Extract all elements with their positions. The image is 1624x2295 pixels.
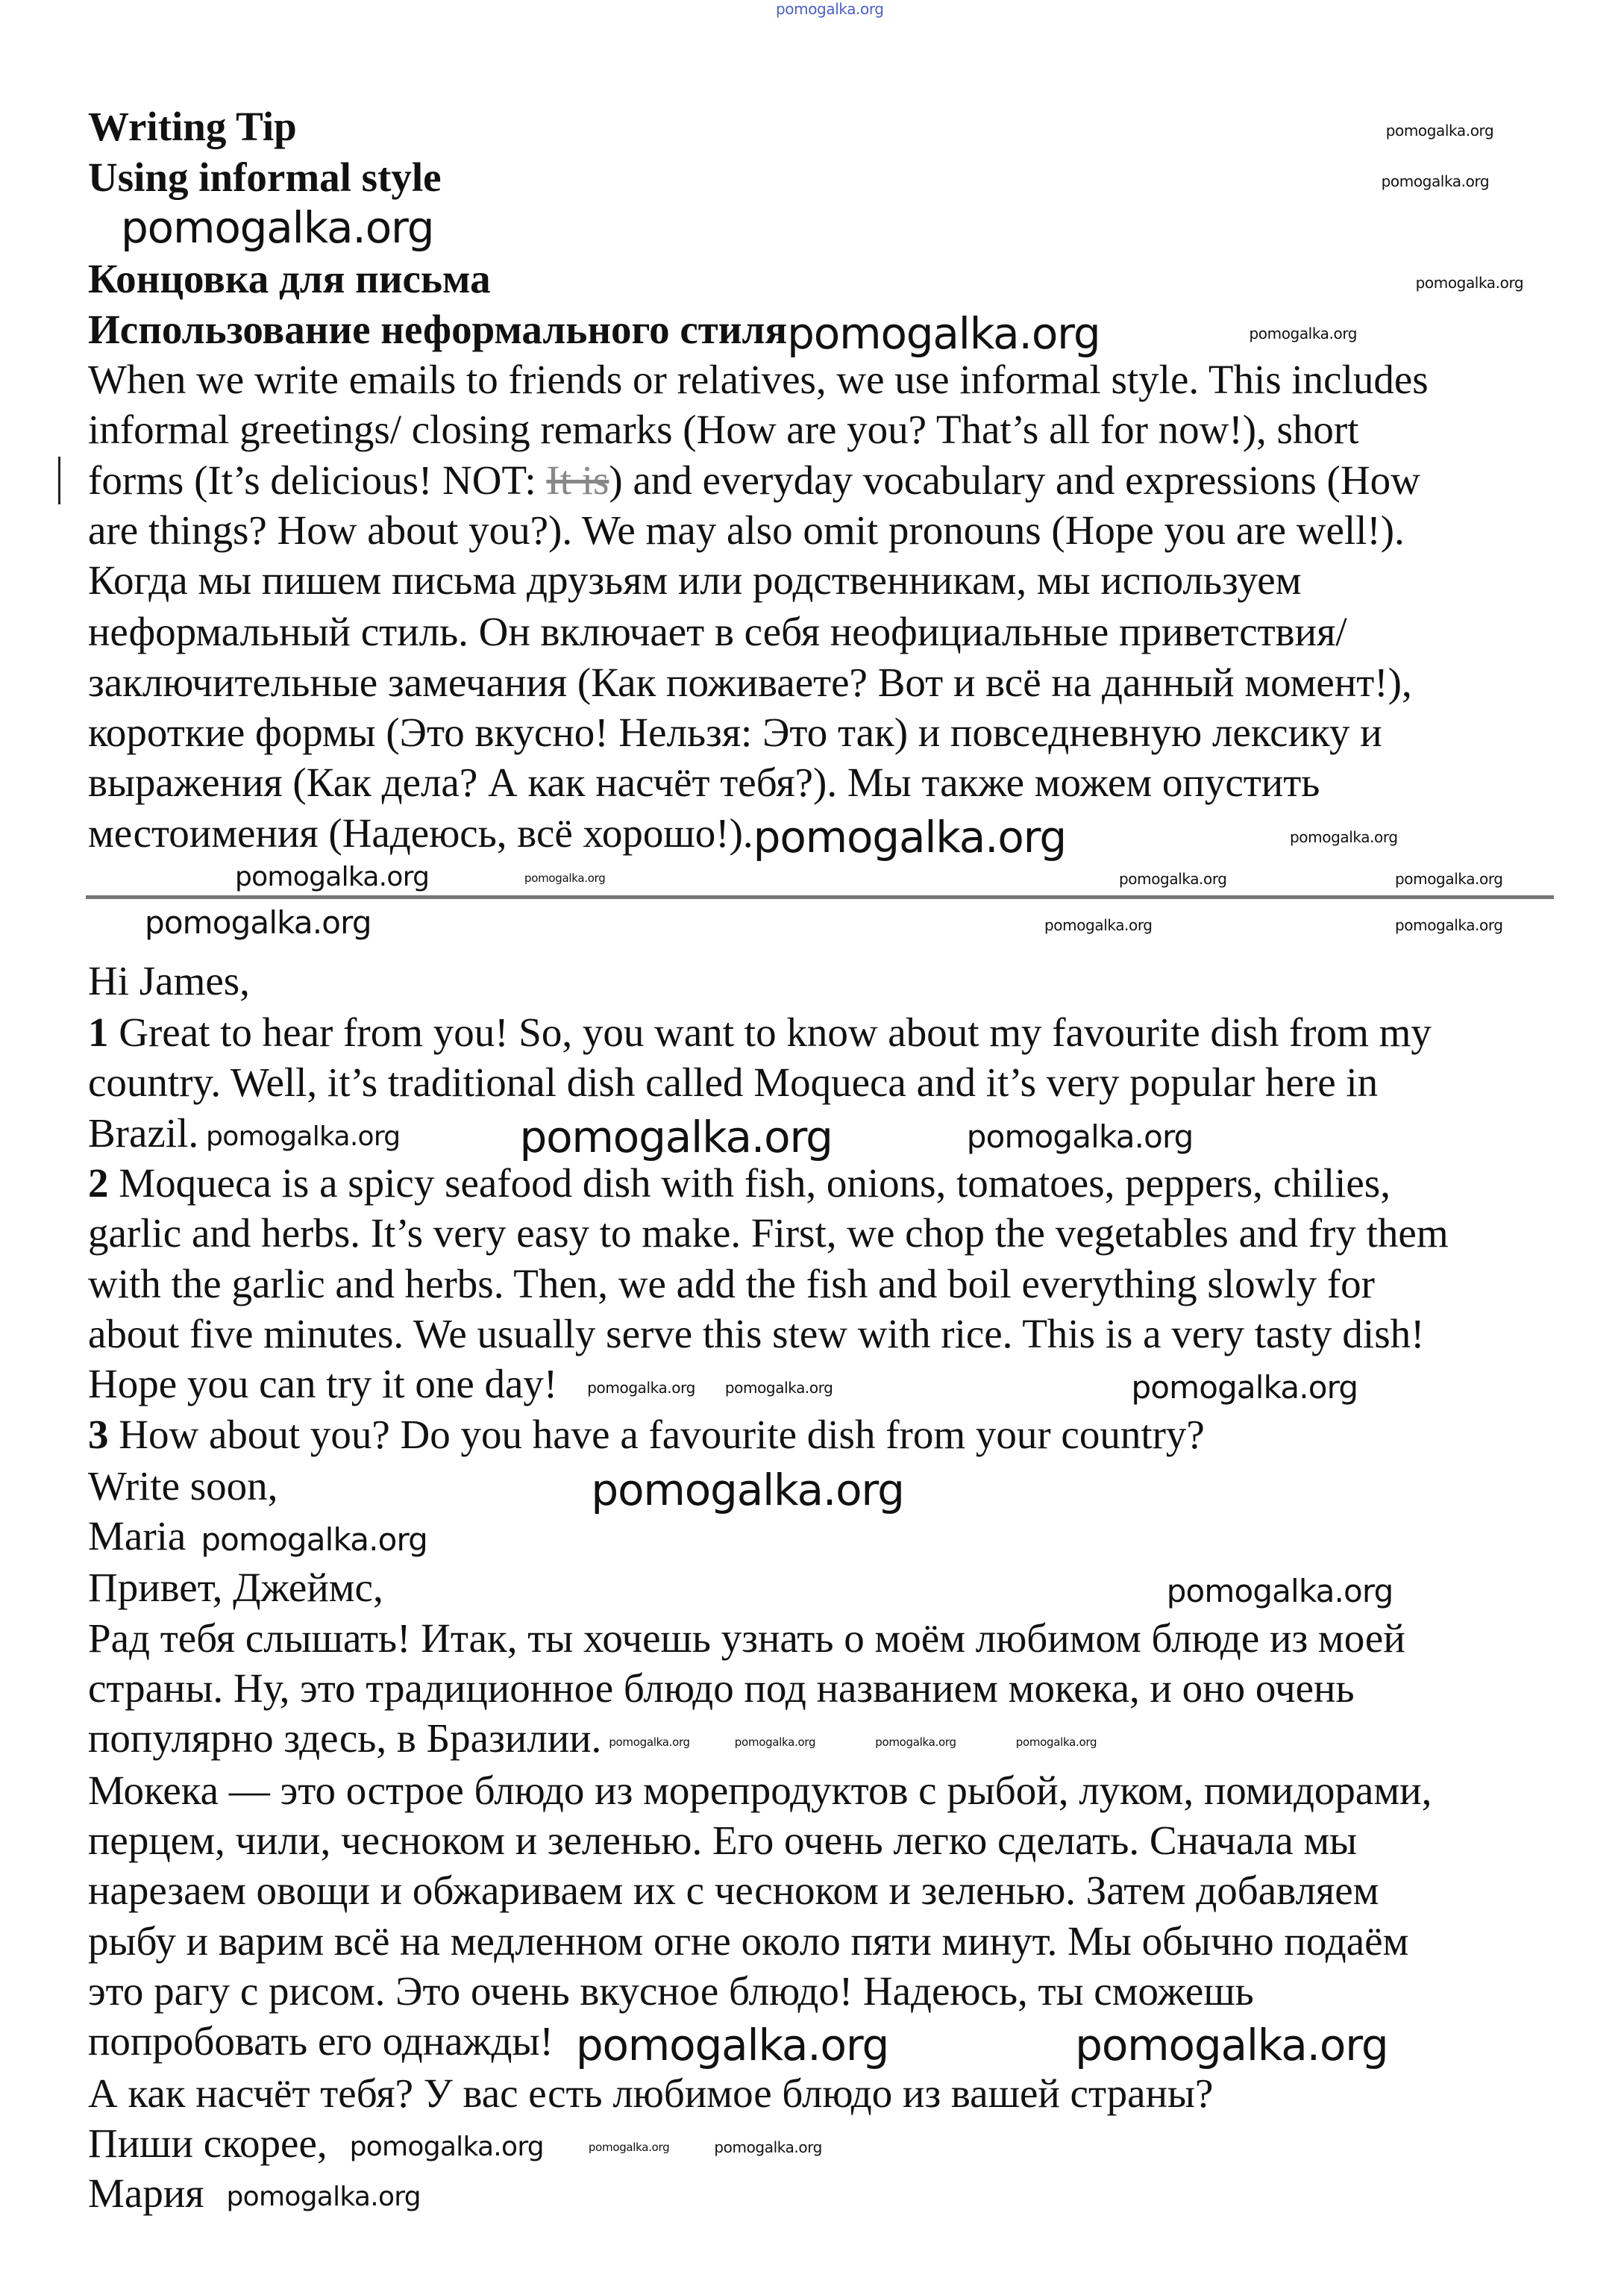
section-divider [86, 895, 1554, 899]
tip-subtitle-line [88, 152, 1489, 203]
text-segment: ) and everyday vocabulary and expressions (How [609, 457, 1420, 503]
letter-line [88, 1158, 1391, 1209]
letter-ru-line: нарезаем овощи и обжариваем их с чесноком и зеленью. Затем добавляем [88, 1867, 1379, 1913]
watermark: pomogalka.org [226, 2182, 421, 2213]
text-segment: попробовать его однажды! [88, 2018, 554, 2064]
letter-line [88, 1409, 1205, 1460]
watermark: pomogalka.org [591, 1465, 904, 1516]
tip-title-line [88, 101, 1493, 152]
watermark: pomogalka.org [1249, 325, 1358, 343]
letter-line [88, 1108, 1194, 1163]
letter-signature: Maria [88, 1513, 186, 1559]
watermark: pomogalka.org [1290, 828, 1398, 847]
watermark: pomogalka.org [609, 1735, 690, 1749]
watermark: pomogalka.org [1415, 274, 1524, 292]
watermark: pomogalka.org [1381, 172, 1490, 191]
watermark: pomogalka.org [753, 812, 1067, 863]
tip-subtitle: Using informal style [88, 154, 442, 200]
letter-line: country. Well, it’s traditional dish called Moqueca and it’s very popular here in [88, 1059, 1379, 1105]
watermark: pomogalka.org [787, 308, 1100, 360]
watermark: pomogalka.org [1119, 870, 1227, 888]
tip-title: Writing Tip [88, 104, 297, 149]
watermark: pomogalka.org [206, 1121, 401, 1153]
text-segment: популярно здесь, в Бразилии. [88, 1715, 602, 1761]
letter-closing-line [88, 1461, 904, 1516]
watermark: pomogalka.org [235, 862, 430, 892]
watermark: pomogalka.org [875, 1735, 956, 1749]
watermark: pomogalka.org [1166, 1573, 1393, 1610]
text-segment: Moqueca is a spicy seafood dish with fish, onions, tomatoes, peppers, chilies, [108, 1160, 1391, 1206]
letter-signature-line [88, 1511, 427, 1562]
struck-text: It is [546, 457, 609, 503]
tip-text-line-ru: заключительные замечания (Как поживаете? Вот и всё на данный момент!), [88, 660, 1412, 705]
watermark: pomogalka.org [201, 1521, 427, 1559]
watermark: pomogalka.org [724, 1379, 833, 1397]
tip-text-line-ru: неформальный стиль. Он включает в себя неофициальные приветствия/ [88, 609, 1347, 654]
letter-ru-line [88, 2016, 1388, 2071]
tip-text-line: informal greetings/ closing remarks (How are you? That’s all for now!), short [88, 407, 1359, 452]
letter-line [88, 1359, 1358, 1409]
tip-title-ru-line [88, 254, 1523, 304]
watermark: pomogalka.org [524, 871, 606, 885]
letter-ru-signature: Мария [88, 2170, 204, 2216]
watermark: pomogalka.org [1395, 916, 1503, 934]
letter-line: with the garlic and herbs. Then, we add the fish and boil everything slowly for [88, 1261, 1375, 1306]
tip-text-line: When we write emails to friends or relatives, we use informal style. This includes [88, 357, 1429, 402]
letter-ru-line: Рад тебя слышать! Итак, ты хочешь узнать о моём любимом блюде из моей [88, 1615, 1405, 1661]
watermark: pomogalka.org [1044, 916, 1153, 934]
watermark-top: pomogalka.org [776, 0, 884, 18]
letter-line: garlic and herbs. It’s very easy to make. First, we chop the vegetables and fry them [88, 1210, 1449, 1256]
letter-ru-line: страны. Ну, это традиционное блюдо под названием мокека, и оно очень [88, 1665, 1355, 1711]
text-segment: Brazil. [88, 1110, 199, 1156]
letter-line [88, 1007, 1432, 1058]
paragraph-number: 2 [88, 1160, 109, 1206]
letter-ru-line: это рагу с рисом. Это очень вкусное блюдо! Надеюсь, ты сможешь [88, 1968, 1254, 2014]
letter-ru-closing: Пиши скорее, [88, 2120, 327, 2166]
text-segment: Great to hear from you! So, you want to know about my favourite dish from my [108, 1009, 1432, 1055]
letter-closing: Write soon, [88, 1463, 278, 1509]
text-cursor-bar [58, 457, 60, 504]
watermark: pomogalka.org [121, 202, 434, 253]
text-segment: How about you? Do you have a favourite dish from your country? [108, 1412, 1205, 1457]
paragraph-number: 3 [88, 1412, 109, 1457]
letter-line: about five minutes. We usually serve this stew with rice. This is a very tasty dish! [88, 1311, 1425, 1356]
text-segment: Hope you can try it one day! [88, 1361, 558, 1406]
letter-ru-greeting-line [88, 1562, 1393, 1613]
tip-subtitle-ru: Использование неформального стиля [88, 307, 788, 352]
watermark: pomogalka.org [1385, 122, 1494, 140]
tip-title-ru: Концовка для письма [88, 256, 491, 301]
watermark: pomogalka.org [1395, 870, 1503, 888]
tip-text-line-ru [88, 808, 1398, 863]
watermark: pomogalka.org [575, 2020, 889, 2071]
tip-subtitle-ru-line [88, 304, 1358, 360]
tip-text-line-ru: короткие формы (Это вкусно! Нельзя: Это так) и повседневную лексику и [88, 710, 1382, 755]
letter-ru-line: Мокека — это острое блюдо из морепродуктов с рыбой, луком, помидорами, [88, 1768, 1432, 1813]
text-segment: местоимения (Надеюсь, всё хорошо!). [88, 810, 753, 856]
watermark: pomogalka.org [349, 2132, 544, 2163]
watermark: pomogalka.org [1075, 2020, 1388, 2071]
watermark: pomogalka.org [714, 2138, 822, 2157]
text-segment: forms (It’s delicious! NOT: [88, 457, 547, 503]
tip-text-line [88, 455, 1420, 506]
paragraph-number: 1 [88, 1009, 109, 1055]
letter-ru-closing-line [88, 2118, 822, 2169]
tip-text-line: are things? How about you?). We may also omit pronouns (Hope you are well!). [88, 507, 1405, 553]
watermark: pomogalka.org [966, 1118, 1194, 1156]
watermark: pomogalka.org [588, 2140, 670, 2154]
letter-ru-greeting: Привет, Джеймс, [88, 1565, 383, 1610]
letter-ru-line: перцем, чили, чесноком и зеленью. Его очень легко сделать. Сначала мы [88, 1817, 1358, 1863]
watermark: pomogalka.org [734, 1735, 816, 1749]
watermark: pomogalka.org [145, 904, 371, 941]
letter-ru-line: А как насчёт тебя? У вас есть любимое блюдо из вашей страны? [88, 2070, 1214, 2116]
letter-greeting: Hi James, [88, 958, 250, 1004]
watermark: pomogalka.org [587, 1379, 695, 1397]
watermark: pomogalka.org [1131, 1369, 1358, 1406]
letter-ru-line: рыбу и варим всё на медленном огне около пяти минут. Мы обычно подаём [88, 1918, 1409, 1964]
letter-ru-signature-line [88, 2168, 421, 2219]
watermark: pomogalka.org [519, 1112, 833, 1163]
tip-text-line-ru: Когда мы пишем письма друзьям или родственникам, мы используем [88, 557, 1302, 603]
watermark: pomogalka.org [1015, 1735, 1097, 1749]
tip-text-line-ru: выражения (Как дела? А как насчёт тебя?). Мы также можем опустить [88, 760, 1320, 805]
letter-ru-line [88, 1713, 1097, 1764]
